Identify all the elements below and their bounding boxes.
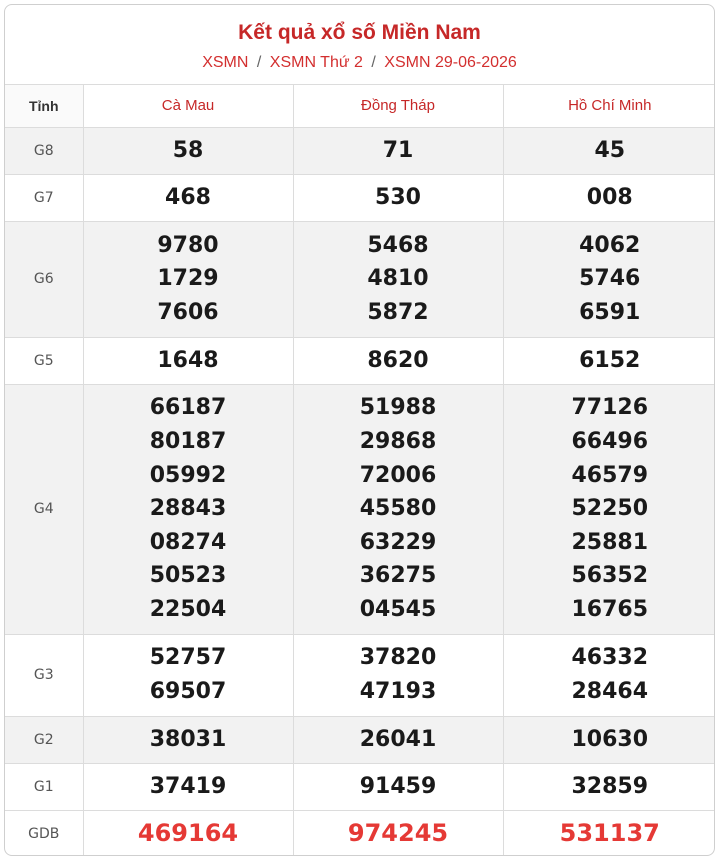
special-prize-number: 974245 (347, 819, 449, 848)
result-cell (83, 384, 293, 634)
result-number: 05992 (149, 462, 227, 488)
result-number: 32859 (571, 773, 649, 799)
prize-label: G7 (5, 174, 83, 221)
breadcrumb-link-xsmn[interactable]: XSMN (202, 54, 249, 71)
special-prize-number: 469164 (137, 819, 239, 848)
prize-label: G8 (5, 127, 83, 174)
result-number: 10630 (571, 726, 649, 752)
result-number: 5746 (579, 266, 641, 292)
result-number: 7606 (157, 299, 219, 325)
result-number: 6591 (579, 299, 641, 325)
table-row (5, 763, 715, 810)
result-number: 1648 (157, 347, 219, 373)
prize-label: G2 (5, 716, 83, 763)
result-number: 45 (594, 137, 626, 163)
column-header-ho-chi-minh: Hồ Chí Minh (503, 85, 715, 127)
result-number: 66187 (149, 395, 227, 421)
breadcrumb-link-xsmn-thu-2[interactable]: XSMN Thứ 2 (269, 54, 363, 71)
result-number: 16765 (571, 596, 649, 622)
result-number: 5468 (367, 232, 429, 258)
result-number: 46332 (571, 645, 649, 671)
breadcrumb-link-xsmn-date[interactable]: XSMN 29-06-2026 (384, 54, 517, 71)
result-number: 37820 (359, 645, 437, 671)
result-number: 1729 (157, 266, 219, 292)
result-number: 6152 (579, 347, 641, 373)
result-number: 25881 (571, 529, 649, 555)
result-number: 56352 (571, 563, 649, 589)
result-number: 530 (375, 184, 421, 210)
result-number: 08274 (149, 529, 227, 555)
result-cell (83, 810, 293, 856)
result-number: 04545 (359, 596, 437, 622)
breadcrumb-separator: / (371, 54, 376, 71)
result-number: 58 (172, 137, 204, 163)
result-number: 72006 (359, 462, 437, 488)
result-number: 468 (165, 184, 211, 210)
result-number: 46579 (571, 462, 649, 488)
prize-label: G6 (5, 221, 83, 337)
result-number: 28843 (149, 496, 227, 522)
result-number: 28464 (571, 679, 649, 704)
result-cell (503, 174, 715, 221)
result-number: 80187 (149, 429, 227, 455)
result-cell (293, 384, 503, 634)
result-cell (503, 384, 715, 634)
result-cell (83, 716, 293, 763)
result-cell (503, 221, 715, 337)
result-cell (293, 221, 503, 337)
result-cell (83, 221, 293, 337)
results-header (5, 5, 714, 85)
result-cell (83, 634, 293, 716)
result-cell (83, 127, 293, 174)
result-cell (293, 174, 503, 221)
result-number: 38031 (149, 726, 227, 752)
special-prize-number: 531137 (559, 819, 660, 848)
prize-label: G3 (5, 634, 83, 716)
result-number: 5872 (367, 299, 429, 325)
result-cell (293, 763, 503, 810)
result-number: 9780 (157, 232, 219, 258)
prize-label: G1 (5, 763, 83, 810)
table-row (5, 716, 715, 763)
result-cell (293, 716, 503, 763)
result-cell (503, 810, 715, 856)
column-header-ca-mau: Cà Mau (83, 85, 293, 127)
result-cell (503, 337, 715, 384)
result-cell (293, 337, 503, 384)
result-number: 45580 (359, 496, 437, 522)
column-header-dong-thap: Đồng Tháp (293, 85, 503, 127)
prize-label: GDB (5, 810, 83, 856)
result-number: 50523 (149, 563, 227, 589)
breadcrumb (5, 53, 714, 73)
column-header-province: Tỉnh (5, 85, 83, 127)
result-number: 52250 (571, 496, 649, 522)
result-number: 26041 (359, 726, 437, 752)
breadcrumb-separator: / (256, 54, 262, 71)
result-number: 29868 (359, 429, 437, 455)
result-number: 008 (586, 184, 633, 210)
result-cell (293, 127, 503, 174)
result-number: 91459 (359, 773, 437, 799)
result-cell (503, 716, 715, 763)
result-number: 71 (382, 137, 414, 163)
table-row (5, 174, 715, 221)
table-header-row (5, 85, 715, 127)
result-number: 8620 (367, 347, 429, 373)
result-number: 47193 (359, 679, 437, 704)
result-cell (293, 634, 503, 716)
table-row (5, 810, 715, 856)
table-row (5, 634, 715, 716)
results-card (4, 4, 715, 856)
result-number: 66496 (571, 429, 649, 455)
result-cell (503, 634, 715, 716)
prize-label: G4 (5, 384, 83, 634)
prize-label: G5 (5, 337, 83, 384)
result-number: 51988 (359, 395, 437, 421)
result-cell (83, 763, 293, 810)
result-cell (83, 174, 293, 221)
result-number: 36275 (359, 563, 437, 589)
result-cell (503, 127, 715, 174)
result-cell (293, 810, 503, 856)
table-row (5, 127, 715, 174)
result-number: 4810 (367, 266, 429, 292)
table-row (5, 221, 715, 337)
result-number: 4062 (579, 232, 641, 258)
page-title: Kết quả xổ số Miền Nam (238, 21, 481, 44)
result-number: 69507 (149, 679, 227, 704)
result-number: 52757 (149, 645, 227, 671)
result-number: 22504 (149, 596, 227, 622)
result-number: 37419 (149, 773, 227, 799)
table-row (5, 337, 715, 384)
table-row (5, 384, 715, 634)
result-number: 77126 (571, 395, 649, 421)
results-table (5, 85, 715, 856)
result-number: 63229 (359, 529, 437, 555)
result-cell (83, 337, 293, 384)
result-cell (503, 763, 715, 810)
